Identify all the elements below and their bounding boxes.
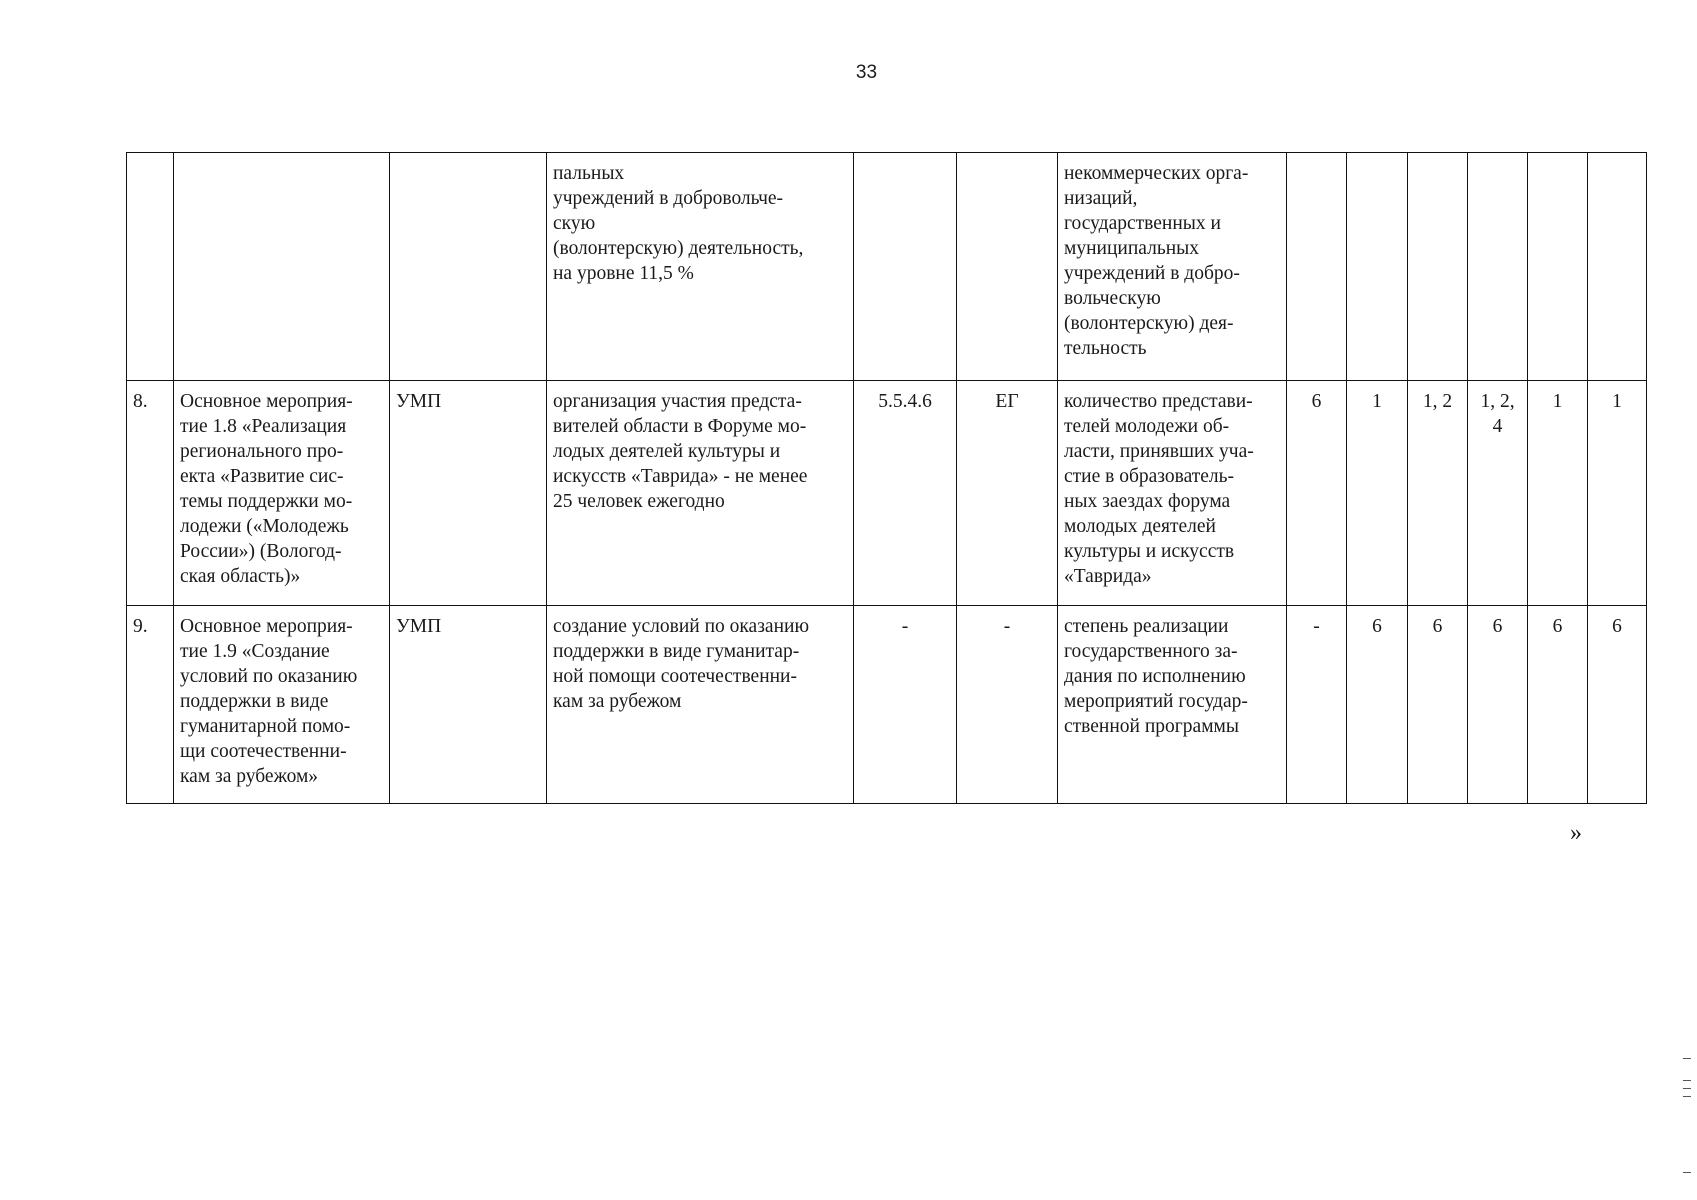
value-cell — [1588, 153, 1647, 381]
value-cell: 6 — [1287, 381, 1347, 606]
value-cell — [1287, 153, 1347, 381]
indicator-cell: количество представи- телей молодежи об- ласти, принявших уча- стие в образователь- ных заездах форума молодых деятелей культуры и искусств «Таврида» — [1058, 381, 1287, 606]
code-cell — [854, 153, 957, 381]
indicator-cell: некоммерческих орга- низаций, государственных и муниципальных учреждений в добро- вольческую (волонтерскую) дея- тельность — [1058, 153, 1287, 381]
value-cell: 1, 2, 4 — [1468, 381, 1528, 606]
value-cell: 1 — [1528, 381, 1588, 606]
row-number-cell: 9. — [127, 606, 174, 804]
value-cell: 6 — [1528, 606, 1588, 804]
indicator-cell: степень реализации государственного за- дания по исполнению мероприятий государ- ственной программы — [1058, 606, 1287, 804]
scan-edge-mark — [1683, 1088, 1691, 1089]
event-cell — [174, 153, 390, 381]
value-cell — [1528, 153, 1588, 381]
result-cell: организация участия предста- вителей области в Форуме мо- лодых деятелей культуры и искусств «Таврида» - не менее 25 человек ежегодно — [547, 381, 854, 606]
row-number-cell — [127, 153, 174, 381]
value-cell — [1347, 153, 1408, 381]
value-cell: 6 — [1468, 606, 1528, 804]
source-cell: - — [957, 606, 1058, 804]
executor-cell — [390, 153, 547, 381]
program-table — [126, 152, 1647, 804]
table-row — [127, 153, 1647, 381]
event-cell: Основное мероприя- тие 1.8 «Реализация регионального про- екта «Развитие сис- темы поддержки мо- лодежи («Молодежь России») (Вологод- ская область)» — [174, 381, 390, 606]
source-cell: ЕГ — [957, 381, 1058, 606]
value-cell — [1408, 153, 1468, 381]
source-cell — [957, 153, 1058, 381]
code-cell: 5.5.4.6 — [854, 381, 957, 606]
executor-cell: УМП — [390, 381, 547, 606]
page-number: 33 — [855, 62, 878, 83]
value-cell: 6 — [1588, 606, 1647, 804]
code-cell: - — [854, 606, 957, 804]
value-cell: - — [1287, 606, 1347, 804]
value-cell: 6 — [1347, 606, 1408, 804]
table-row — [127, 606, 1647, 804]
value-cell — [1468, 153, 1528, 381]
scan-edge-mark — [1683, 1172, 1691, 1173]
value-cell: 1 — [1588, 381, 1647, 606]
event-cell: Основное мероприя- тие 1.9 «Создание условий по оказанию поддержки в виде гуманитарной помо- щи соотечественни- кам за рубежом» — [174, 606, 390, 804]
value-cell: 1 — [1347, 381, 1408, 606]
scan-edge-mark — [1683, 1080, 1691, 1081]
scan-edge-mark — [1683, 1096, 1691, 1097]
value-cell: 6 — [1408, 606, 1468, 804]
row-number-cell: 8. — [127, 381, 174, 606]
table-row — [127, 381, 1647, 606]
result-cell: создание условий по оказанию поддержки в виде гуманитар- ной помощи соотечественни- кам за рубежом — [547, 606, 854, 804]
executor-cell: УМП — [390, 606, 547, 804]
result-cell: пальных учреждений в добровольче- скую (волонтерскую) деятельность, на уровне 11,5 % — [547, 153, 854, 381]
scan-edge-mark — [1683, 1058, 1691, 1059]
closing-quote-mark: » — [1570, 820, 1582, 846]
value-cell: 1, 2 — [1408, 381, 1468, 606]
